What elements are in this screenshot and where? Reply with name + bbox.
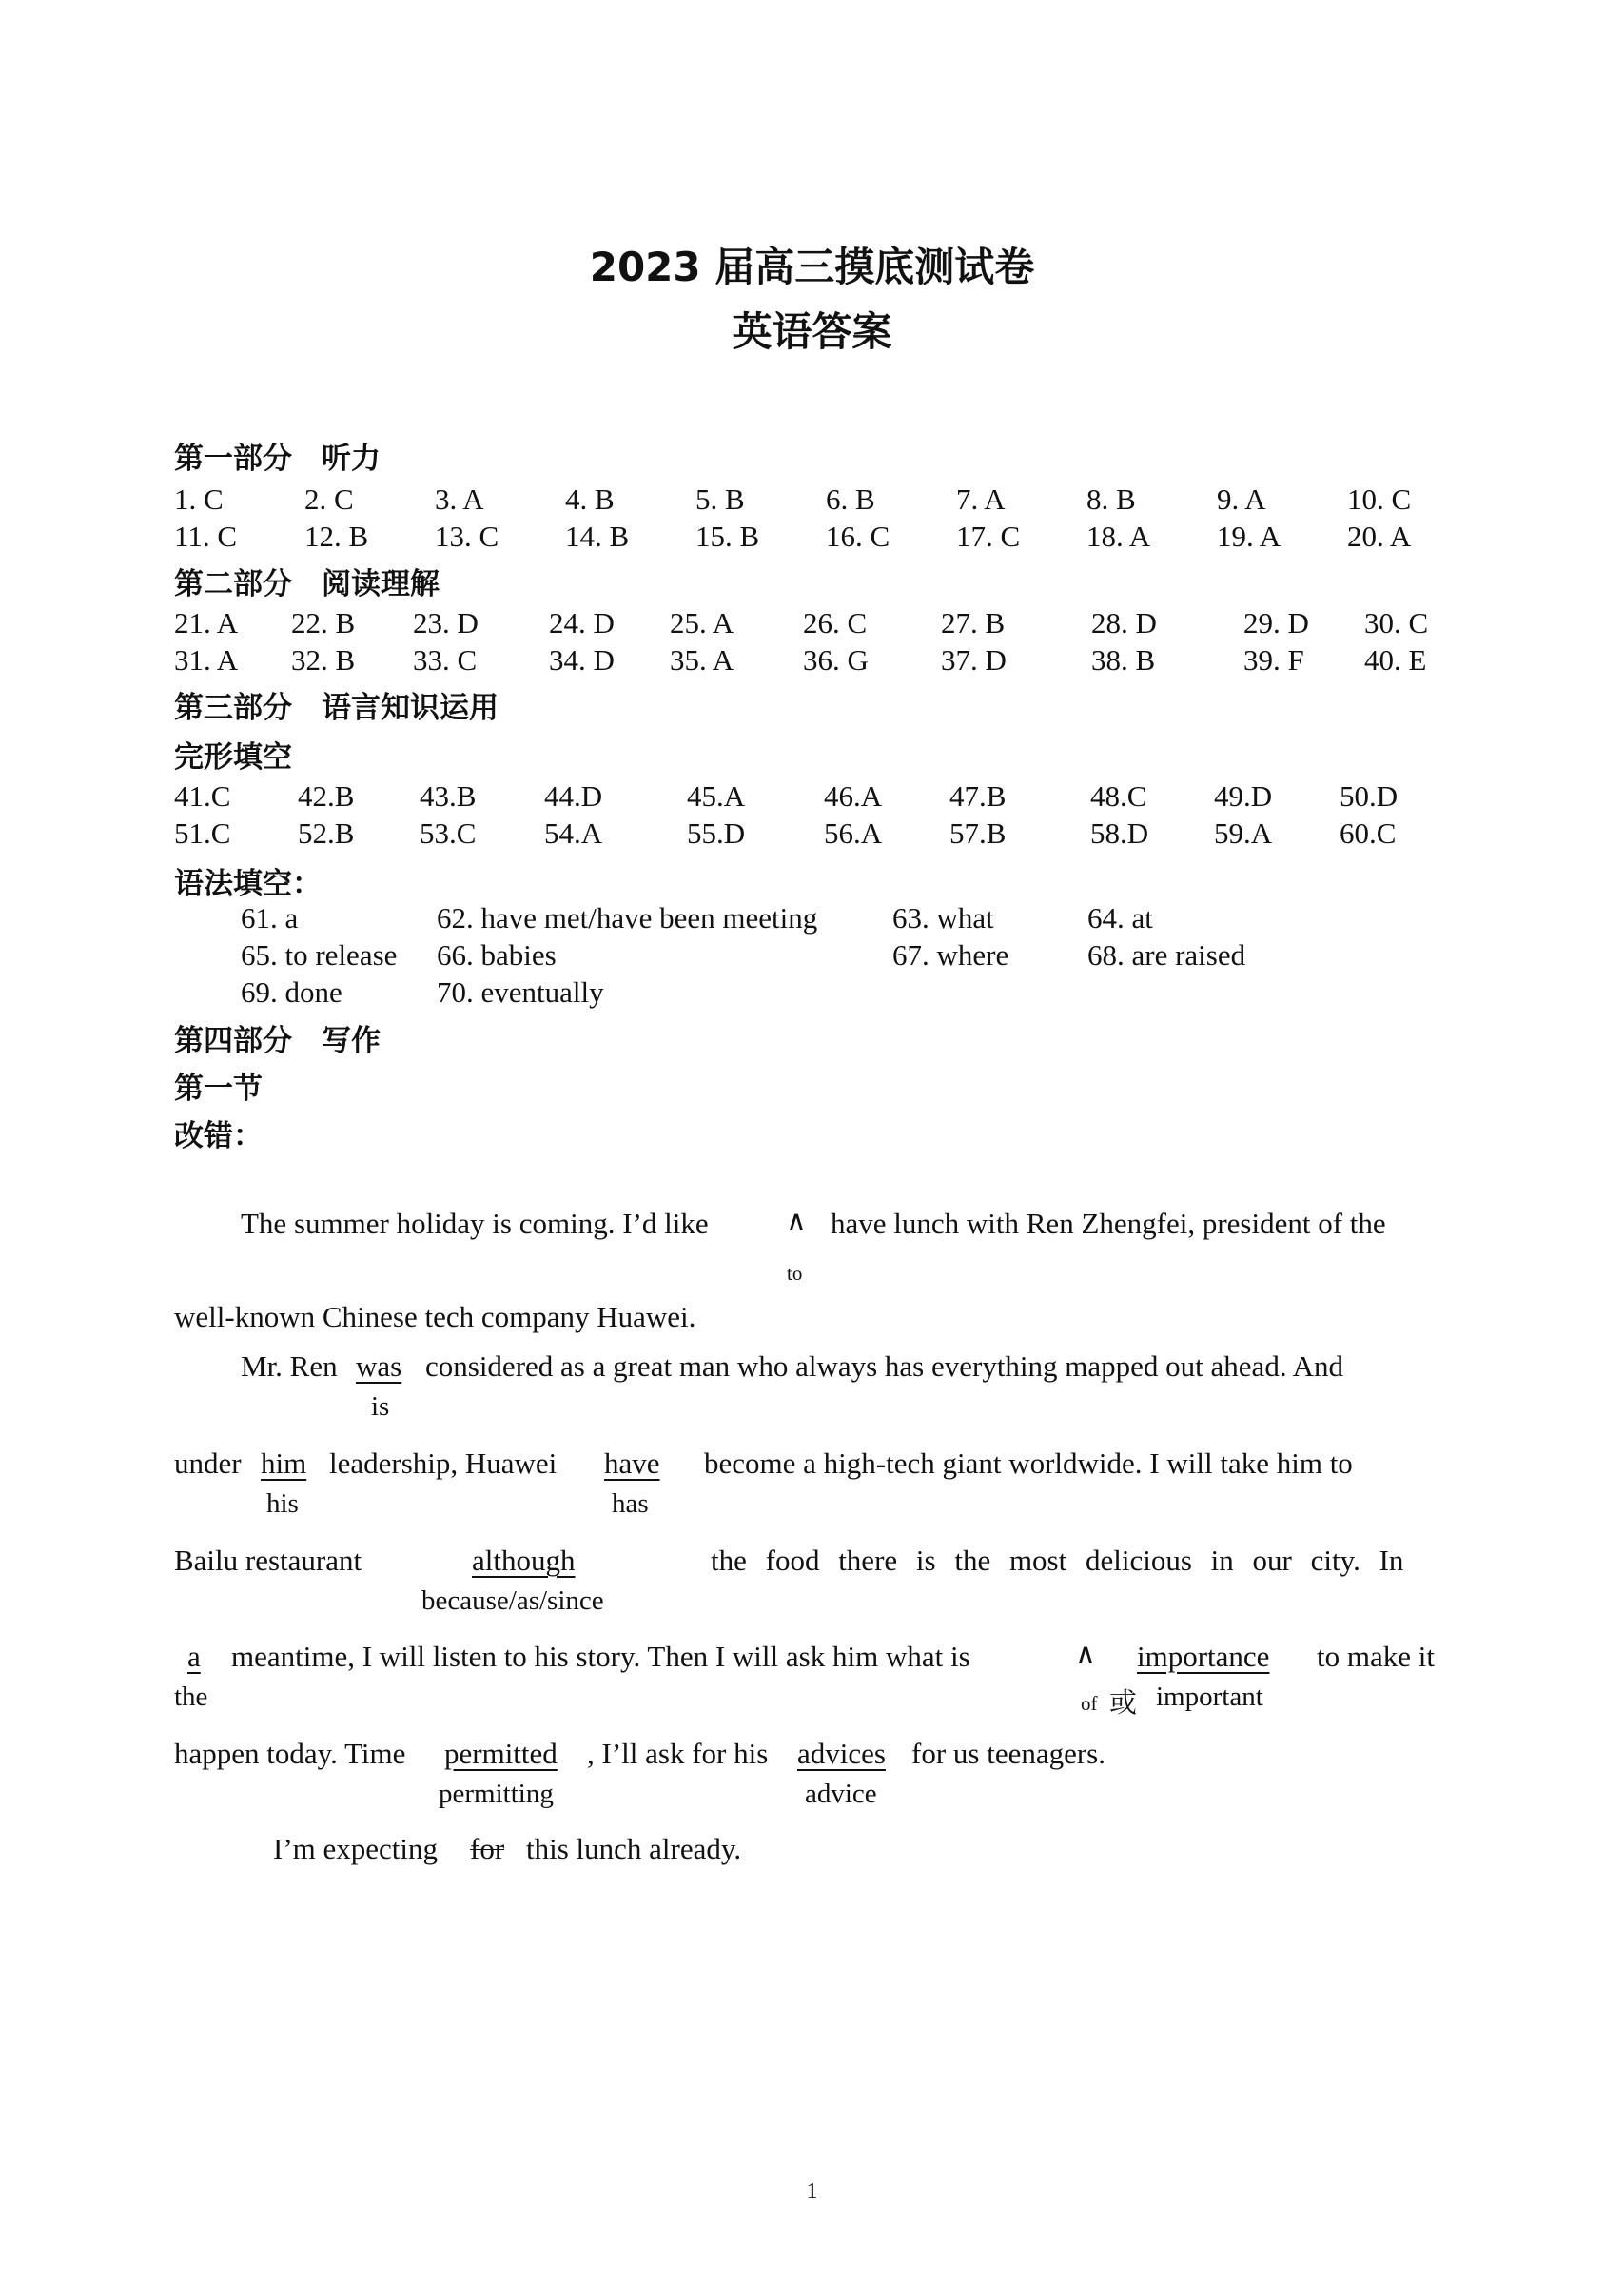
answer-item: 23. D <box>413 606 479 640</box>
correction-or: 或 <box>1109 1686 1138 1719</box>
answer-item: 60.C <box>1340 817 1397 850</box>
essay-line-7a: happen today. Time <box>174 1737 406 1770</box>
page-number: 1 <box>806 2179 818 2204</box>
section-cloze: 完形填空 <box>174 740 292 775</box>
error-for: for <box>470 1832 505 1865</box>
essay-line-1b: have lunch with Ren Zhengfei, president of the <box>831 1207 1386 1240</box>
grammar-answer-61: 61. a <box>241 901 299 935</box>
section-listening: 第一部分 听力 <box>174 442 381 476</box>
correction-permitting: permitting <box>439 1779 554 1809</box>
section-writing: 第四部分 写作 <box>174 1024 381 1058</box>
answer-item: 50.D <box>1340 779 1399 813</box>
answer-item: 46.A <box>824 779 883 813</box>
answer-item: 58.D <box>1090 817 1149 850</box>
essay-line-4b: leadership, Huawei <box>329 1447 558 1480</box>
answer-item: 45.A <box>687 779 746 813</box>
answer-item: 3. A <box>435 482 484 516</box>
answer-item: 55.D <box>687 817 746 850</box>
answer-item: 30. C <box>1364 606 1429 640</box>
answer-item: 39. F <box>1243 643 1304 677</box>
page-title: 2023 届高三摸底测试卷 <box>589 244 1035 290</box>
answer-item: 25. A <box>670 606 734 640</box>
answer-item: 6. B <box>826 482 875 516</box>
answer-item: 36. G <box>803 643 869 677</box>
insert-caret-1: ∧ <box>786 1205 807 1238</box>
answer-item: 17. C <box>956 520 1021 553</box>
essay-line-8a: I’m expecting <box>273 1832 439 1865</box>
answer-item: 40. E <box>1364 643 1427 677</box>
essay-line-4a: under <box>174 1447 242 1480</box>
page-subtitle: 英语答案 <box>732 308 892 355</box>
answer-item: 52.B <box>298 817 355 850</box>
insert-caret-2: ∧ <box>1075 1638 1096 1671</box>
error-him: him <box>261 1447 307 1480</box>
essay-line-4c: become a high-tech giant worldwide. I will take him to <box>704 1447 1353 1480</box>
answer-item: 53.C <box>420 817 477 850</box>
correction-of: of <box>1081 1692 1098 1715</box>
error-although: although <box>472 1544 576 1577</box>
answer-item: 38. B <box>1091 643 1156 677</box>
correction-the: the <box>174 1682 208 1712</box>
answer-item: 29. D <box>1243 606 1309 640</box>
answer-item: 57.B <box>949 817 1007 850</box>
error-was: was <box>356 1349 402 1383</box>
answer-item: 4. B <box>565 482 615 516</box>
section-reading: 第二部分 阅读理解 <box>174 567 440 601</box>
answer-item: 8. B <box>1086 482 1136 516</box>
essay-line-2: well-known Chinese tech company Huawei. <box>174 1300 696 1333</box>
grammar-answer-65: 65. to release <box>241 938 398 972</box>
error-importance: importance <box>1137 1640 1270 1673</box>
correction-important: important <box>1156 1682 1263 1712</box>
section-grammar: 语法填空： <box>174 867 322 901</box>
answer-item: 22. B <box>291 606 356 640</box>
grammar-answer-64: 64. at <box>1087 901 1153 935</box>
answer-item: 16. C <box>826 520 890 553</box>
answer-item: 10. C <box>1347 482 1412 516</box>
error-have: have <box>604 1447 660 1480</box>
essay-line-7c: for us teenagers. <box>911 1737 1105 1770</box>
grammar-answer-68: 68. are raised <box>1087 938 1246 972</box>
essay-line-3b: considered as a great man who always has everything mapped out ahead. And <box>425 1349 1343 1383</box>
section-correction: 改错： <box>174 1119 263 1153</box>
answer-item: 48.C <box>1090 779 1147 813</box>
answer-item: 24. D <box>549 606 615 640</box>
answer-item: 37. D <box>941 643 1007 677</box>
answer-item: 49.D <box>1214 779 1273 813</box>
correction-because: because/as/since <box>421 1585 604 1616</box>
answer-item: 41.C <box>174 779 231 813</box>
essay-line-7b: , I’ll ask for his <box>587 1737 769 1770</box>
grammar-answer-67: 67. where <box>892 938 1009 972</box>
error-permitted: permitted <box>444 1737 558 1770</box>
answer-item: 9. A <box>1217 482 1266 516</box>
answer-item: 34. D <box>549 643 615 677</box>
answer-item: 27. B <box>941 606 1006 640</box>
correction-to: to <box>787 1262 803 1285</box>
answer-item: 13. C <box>435 520 499 553</box>
answer-item: 21. A <box>174 606 239 640</box>
essay-line-3a: Mr. Ren <box>241 1349 338 1383</box>
section-part1: 第一节 <box>174 1072 263 1106</box>
error-a: a <box>187 1640 201 1673</box>
essay-line-1a: The summer holiday is coming. I’d like <box>241 1207 709 1240</box>
answer-item: 11. C <box>174 520 238 553</box>
answer-item: 44.D <box>544 779 603 813</box>
answer-item: 19. A <box>1217 520 1282 553</box>
answer-item: 43.B <box>420 779 477 813</box>
answer-item: 32. B <box>291 643 356 677</box>
grammar-answer-63: 63. what <box>892 901 994 935</box>
answer-item: 51.C <box>174 817 231 850</box>
answer-item: 5. B <box>695 482 745 516</box>
answer-item: 15. B <box>695 520 760 553</box>
answer-item: 33. C <box>413 643 478 677</box>
section-language: 第三部分 语言知识运用 <box>174 691 499 725</box>
answer-item: 18. A <box>1086 520 1151 553</box>
grammar-answer-70: 70. eventually <box>437 975 604 1009</box>
answer-item: 28. D <box>1091 606 1157 640</box>
answer-item: 20. A <box>1347 520 1412 553</box>
answer-item: 26. C <box>803 606 868 640</box>
essay-line-6a: meantime, I will listen to his story. Then I will ask him what is <box>231 1640 970 1673</box>
correction-his: his <box>266 1488 299 1519</box>
answer-item: 31. A <box>174 643 239 677</box>
essay-line-6b: to make it <box>1317 1640 1435 1673</box>
answer-item: 54.A <box>544 817 603 850</box>
answer-item: 47.B <box>949 779 1007 813</box>
error-advices: advices <box>797 1737 886 1770</box>
essay-line-8b: this lunch already. <box>526 1832 742 1865</box>
answer-item: 12. B <box>304 520 369 553</box>
correction-has: has <box>612 1488 649 1519</box>
grammar-answer-69: 69. done <box>241 975 342 1009</box>
correction-advice: advice <box>805 1779 877 1809</box>
answer-item: 14. B <box>565 520 630 553</box>
answer-item: 59.A <box>1214 817 1273 850</box>
grammar-answer-66: 66. babies <box>437 938 557 972</box>
answer-item: 1. C <box>174 482 224 516</box>
essay-line-5b: the food there is the most delicious in our city. In <box>711 1544 1404 1577</box>
answer-item: 7. A <box>956 482 1006 516</box>
correction-is: is <box>371 1391 390 1422</box>
answer-item: 2. C <box>304 482 354 516</box>
answer-item: 56.A <box>824 817 883 850</box>
answer-item: 35. A <box>670 643 734 677</box>
grammar-answer-62: 62. have met/have been meeting <box>437 901 818 935</box>
essay-line-5a: Bailu restaurant <box>174 1544 362 1577</box>
answer-item: 42.B <box>298 779 355 813</box>
